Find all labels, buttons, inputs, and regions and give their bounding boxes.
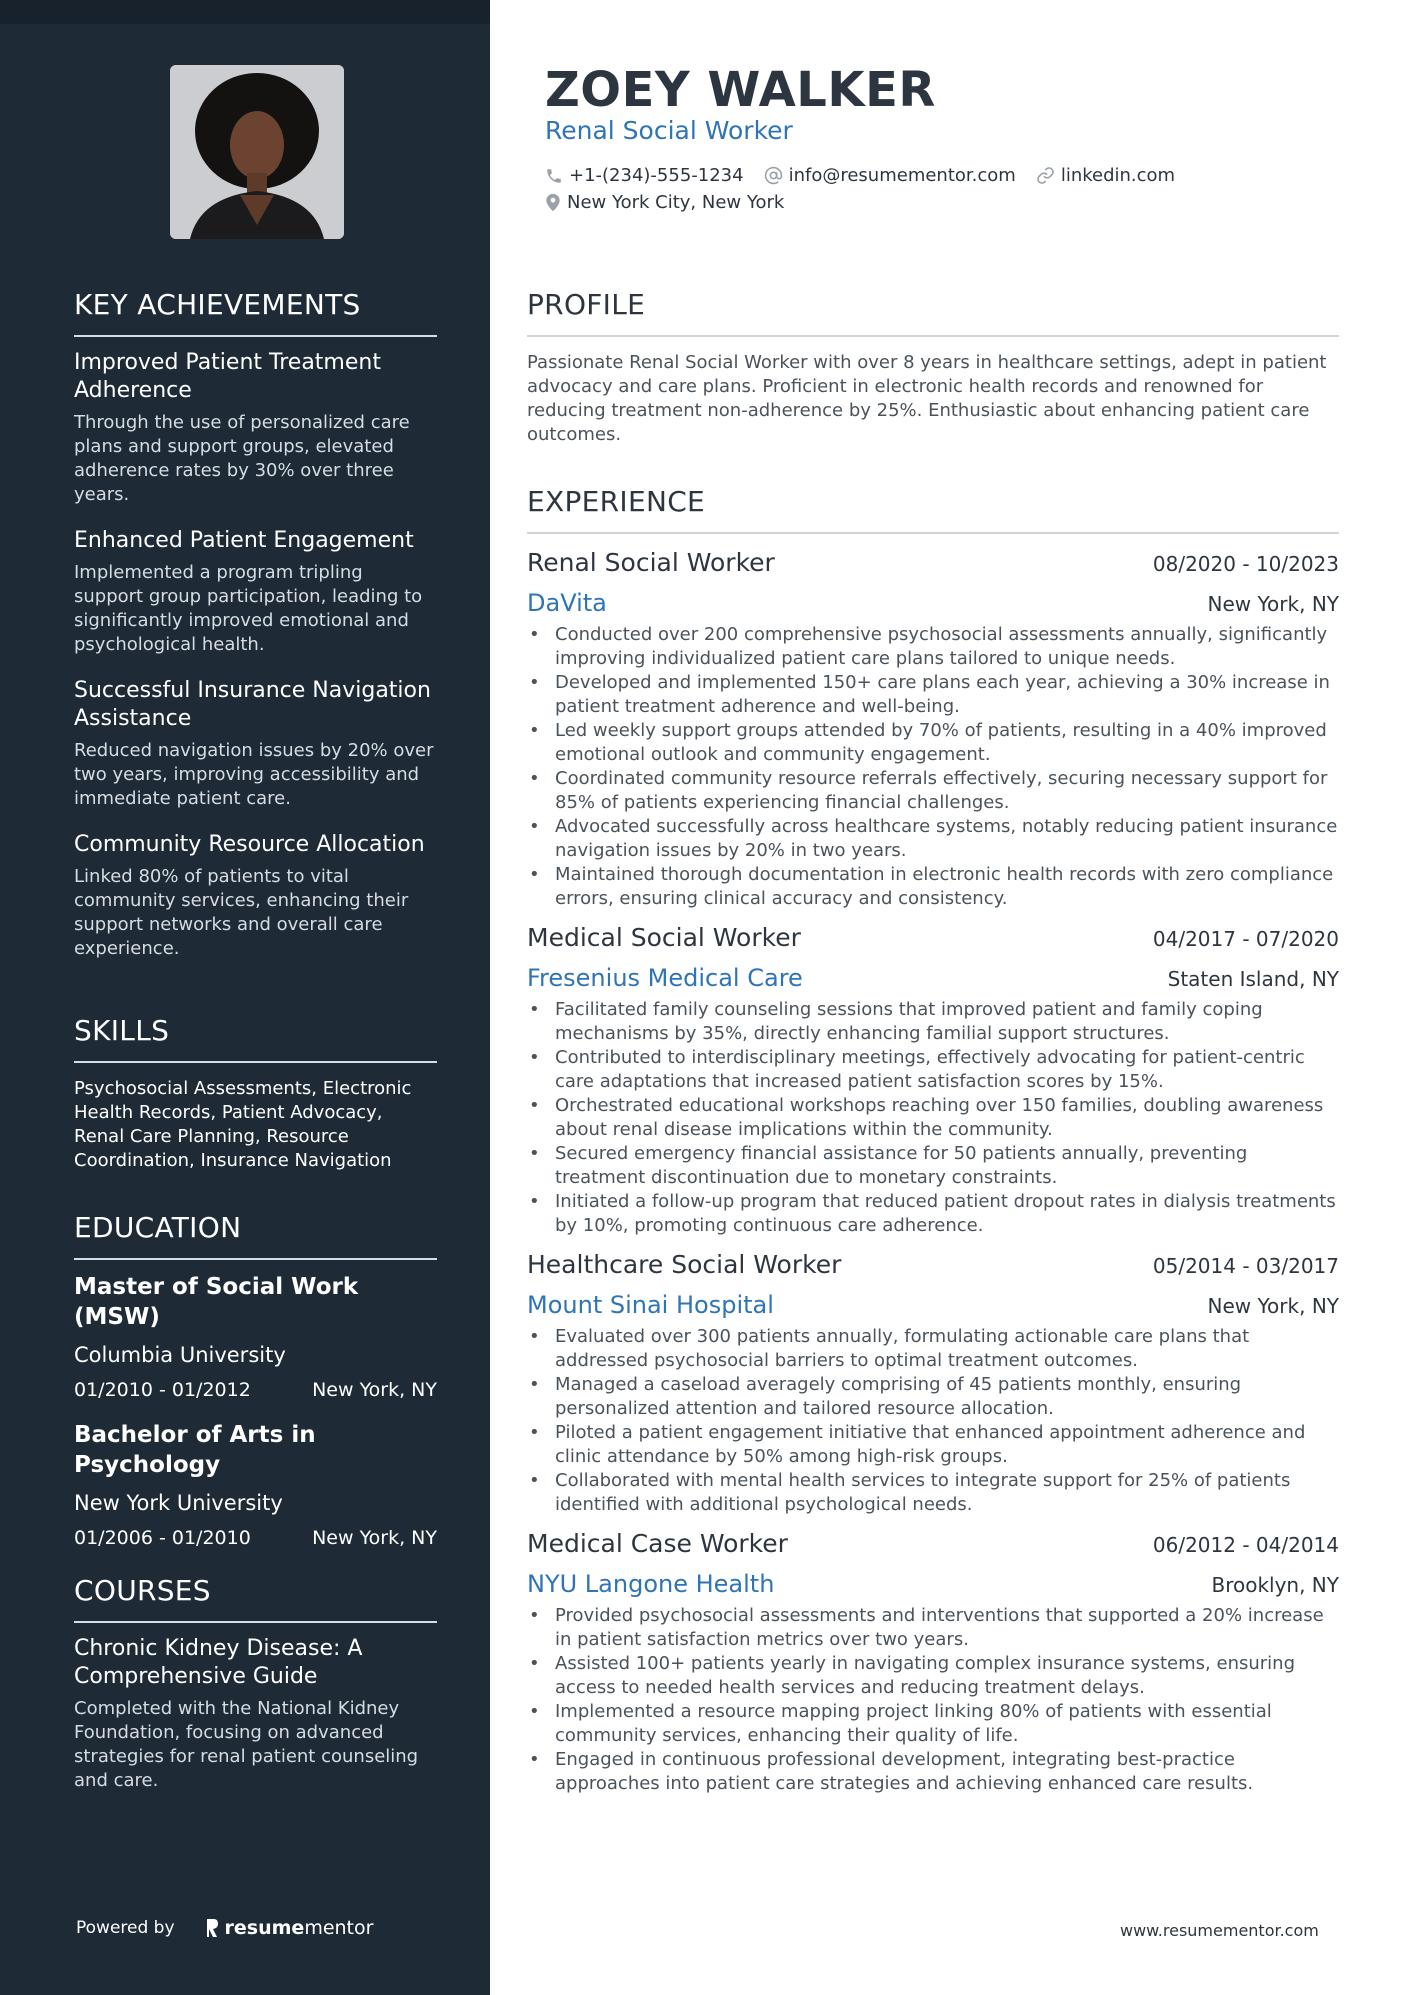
achievement-title: Community Resource Allocation [74,832,425,857]
education-meta [74,1526,437,1550]
job-dates: 05/2014 - 03/2017 [1152,1254,1339,1278]
brand-logo[interactable] [205,1917,374,1939]
location-text: New York City, New York [567,192,785,213]
achievement-item [74,831,437,961]
job-bullet: • Led weekly support groups attended by 70% of patients, resulting in a 40% improved emotional outlook and community engagement. [527,719,1339,767]
job-bullet: • Evaluated over 300 patients annually, formulating actionable care plans that addressed psychosocial barriers to optimal treatment outcomes. [527,1325,1339,1373]
education-section [74,1211,437,1568]
phone-icon [545,167,563,185]
profile-photo [170,65,344,239]
at-sign-icon [764,166,783,185]
education-degree: Bachelor of Arts in Psychology [74,1422,316,1478]
powered-by-label: Powered by [76,1918,175,1938]
education-item [74,1420,437,1550]
job-dates: 08/2020 - 10/2023 [1152,552,1339,576]
job-bullet: • Secured emergency financial assistance for 50 patients annually, preventing treatment discontinuation due to monetary constraints. [527,1142,1339,1190]
job-bullets [527,1604,1339,1796]
candidate-name: ZOEY WALKER [545,62,936,118]
achievement-item [74,677,437,811]
achievements-section [74,288,437,981]
job-role: Healthcare Social Worker [527,1250,842,1279]
linkedin-contact[interactable] [1036,165,1175,186]
job-bullets [527,998,1339,1238]
job-bullets [527,1325,1339,1517]
brand-name-bold: resume [224,1917,305,1939]
job-bullet: • Developed and implemented 150+ care plans each year, achieving a 30% increase in patient treatment adherence and well-being. [527,671,1339,719]
job-bullet: • Maintained thorough documentation in electronic health records with zero compliance errors, ensuring clinical accuracy and consistency. [527,863,1339,911]
achievement-title: Improved Patient Treatment Adherence [74,350,381,403]
education-dates: 01/2006 - 01/2010 [74,1527,251,1549]
main-content [490,0,1410,1995]
job-bullet: • Initiated a follow-up program that reduced patient dropout rates in dialysis treatments by 10%, promoting continuous care adherence. [527,1190,1339,1238]
job-bullet: • Advocated successfully across healthcare systems, notably reducing patient insurance navigation issues by 20% in two years. [527,815,1339,863]
education-heading: EDUCATION [74,1211,437,1260]
job-dates: 06/2012 - 04/2014 [1152,1533,1339,1557]
job-entry [527,548,1339,911]
sidebar [0,0,490,1995]
education-meta [74,1378,437,1402]
education-school: New York University [74,1491,283,1515]
location-row [545,192,804,213]
job-role: Renal Social Worker [527,548,775,577]
candidate-title: Renal Social Worker [545,116,793,145]
brand-mark-icon [205,1918,219,1938]
contact-row [545,165,1195,186]
education-dates: 01/2010 - 01/2012 [74,1379,251,1401]
job-company: NYU Langone Health [527,1570,775,1598]
powered-by [76,1917,373,1939]
job-bullet: • Piloted a patient engagement initiative that enhanced appointment adherence and clinic attendance by 50% among high-risk groups. [527,1421,1339,1469]
profile-photo-image [170,65,344,239]
experience-section [527,485,1339,1808]
email-contact[interactable] [764,165,1016,186]
job-bullet: • Collaborated with mental health services to integrate support for 25% of patients identified with additional psychological needs. [527,1469,1339,1517]
job-bullet: • Facilitated family counseling sessions that improved patient and family coping mechanisms by 35%, directly enhancing familial support structures. [527,998,1339,1046]
achievement-title: Enhanced Patient Engagement [74,528,414,553]
phone-contact[interactable] [545,165,744,186]
job-bullet: • Orchestrated educational workshops reaching over 150 families, doubling awareness about renal disease implications within the community. [527,1094,1339,1142]
courses-heading: COURSES [74,1574,437,1623]
job-location: Staten Island, NY [1167,967,1339,991]
profile-summary: Passionate Renal Social Worker with over 8 years in healthcare settings, adept in patient advocacy and care plans. Proficient in electronic health records and renowned for reducing treatment non-adherence by 25%. Enthusiastic about enhancing patient care outcomes. [527,352,1327,445]
job-bullet: • Managed a caseload averagely comprising of 45 patients monthly, ensuring personalized attention and tailored resource allocation. [527,1373,1339,1421]
education-school: Columbia University [74,1343,286,1367]
job-bullet: • Assisted 100+ patients yearly in navigating complex insurance systems, ensuring access to needed health services and reducing treatment delays. [527,1652,1339,1700]
location-contact [545,192,784,213]
job-company: DaVita [527,589,607,617]
course-title: Chronic Kidney Disease: A Comprehensive Guide [74,1636,363,1689]
achievement-title: Successful Insurance Navigation Assistance [74,678,431,731]
link-icon [1036,166,1055,185]
education-degree: Master of Social Work (MSW) [74,1274,359,1330]
education-item [74,1272,437,1402]
experience-heading: EXPERIENCE [527,485,1339,534]
footer-url[interactable]: www.resumementor.com [1120,1921,1319,1940]
job-entry [527,1529,1339,1796]
brand-name-rest: mentor [304,1917,374,1939]
job-bullet: • Implemented a resource mapping project linking 80% of patients with essential community services, enhancing their quality of life. [527,1700,1339,1748]
job-bullet: • Engaged in continuous professional development, integrating best-practice approaches into patient care strategies and achieving enhanced care results. [527,1748,1339,1796]
job-bullet: • Coordinated community resource referrals effectively, securing necessary support for 85% of patients experiencing financial challenges. [527,767,1339,815]
education-location: New York, NY [312,1527,437,1549]
job-dates: 04/2017 - 07/2020 [1152,927,1339,951]
phone-text: +1-(234)-555-1234 [569,165,744,186]
email-text: info@resumementor.com [788,165,1016,186]
achievement-description: Reduced navigation issues by 20% over two years, improving accessibility and immediate patient care. [74,740,434,809]
achievement-item [74,349,437,507]
job-location: New York, NY [1207,1294,1339,1318]
job-role: Medical Case Worker [527,1529,788,1558]
skills-section [74,1014,437,1173]
job-bullet: • Conducted over 200 comprehensive psychosocial assessments annually, significantly improving individualized patient care plans tailored to unique needs. [527,623,1339,671]
job-location: New York, NY [1207,592,1339,616]
achievement-description: Through the use of personalized care plans and support groups, elevated adherence rates by 30% over three years. [74,412,410,505]
job-bullets [527,623,1339,911]
job-entry [527,923,1339,1238]
course-item [74,1635,437,1793]
job-bullet: • Provided psychosocial assessments and interventions that supported a 20% increase in patient satisfaction metrics over two years. [527,1604,1339,1652]
job-role: Medical Social Worker [527,923,801,952]
job-entry [527,1250,1339,1517]
job-location: Brooklyn, NY [1211,1573,1339,1597]
skills-list: Psychosocial Assessments, Electronic Health Records, Patient Advocacy, Renal Care Planning, Resource Coordination, Insurance Navigation [74,1078,412,1171]
sidebar-top-bar [0,0,490,24]
achievement-description: Implemented a program tripling support group participation, leading to significantly improved emotional and psychological health. [74,562,423,655]
profile-section [527,288,1339,447]
linkedin-text: linkedin.com [1060,165,1176,186]
course-description: Completed with the National Kidney Foundation, focusing on advanced strategies for renal patient counseling and care. [74,1698,419,1791]
job-company: Mount Sinai Hospital [527,1291,774,1319]
skills-heading: SKILLS [74,1014,437,1063]
education-location: New York, NY [312,1379,437,1401]
achievement-item [74,527,437,657]
job-bullet: • Contributed to interdisciplinary meetings, effectively advocating for patient-centric care adaptations that increased patient satisfaction scores by 15%. [527,1046,1339,1094]
job-company: Fresenius Medical Care [527,964,803,992]
achievements-heading: KEY ACHIEVEMENTS [74,288,437,337]
achievement-description: Linked 80% of patients to vital community services, enhancing their support networks and overall care experience. [74,866,409,959]
courses-section [74,1574,437,1813]
location-pin-icon [545,193,561,212]
profile-heading: PROFILE [527,288,1339,337]
